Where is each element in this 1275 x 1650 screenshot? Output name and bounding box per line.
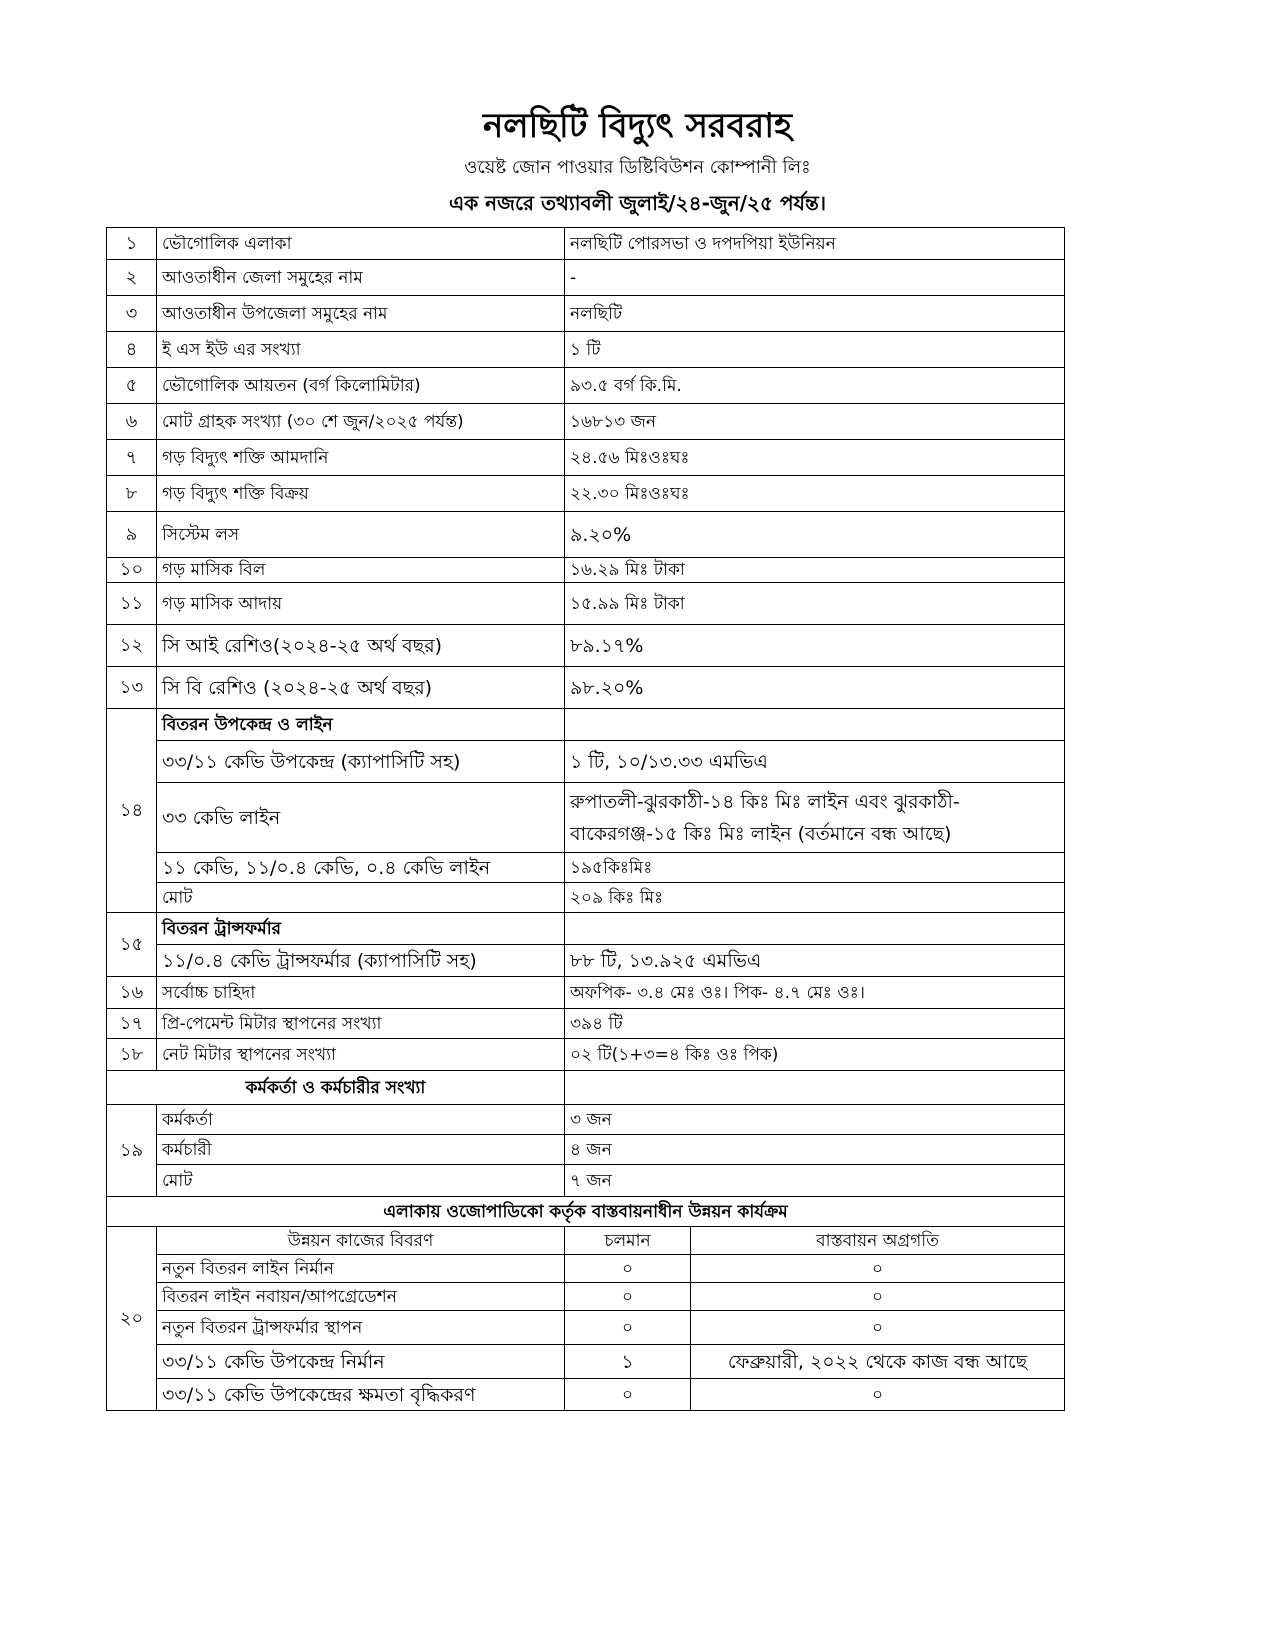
section-heading: কর্মকর্তা ও কর্মচারীর সংখ্যা <box>107 1071 565 1105</box>
table-row <box>107 1379 1065 1411</box>
info-table <box>106 227 1065 1411</box>
period-heading: এক নজরে তথ্যাবলী জুলাই/২৪-জুন/২৫ পর্যন্ত। <box>449 191 826 215</box>
empty-cell <box>565 1071 1065 1105</box>
work-ongoing: ০ <box>565 1283 691 1311</box>
company-name: ওয়েষ্ট জোন পাওয়ার ডিষ্টিবিউশন কোম্পানী লিঃ <box>464 157 811 178</box>
row-value: ১৬৮১৩ জন <box>565 404 1065 440</box>
table-row <box>107 945 1065 977</box>
work-description: নতুন বিতরন ট্রান্সফর্মার স্থাপন <box>157 1311 565 1345</box>
table-row <box>107 332 1065 368</box>
table-row <box>107 783 1065 853</box>
row-value: নলছিটি <box>565 296 1065 332</box>
row-number: ১ <box>107 228 157 260</box>
row-number: ৩ <box>107 296 157 332</box>
row-number: ৯ <box>107 512 157 558</box>
row-number: ১২ <box>107 625 157 667</box>
table-row <box>107 1009 1065 1039</box>
row-value: ৩ জন <box>565 1105 1065 1135</box>
row-label: ৩৩/১১ কেভি উপকেন্দ্র (ক্যাপাসিটি সহ) <box>157 741 565 783</box>
row-value: ০২ টি(১+৩=৪ কিঃ ওঃ পিক) <box>565 1039 1065 1071</box>
table-row <box>107 476 1065 512</box>
work-progress: ০ <box>691 1311 1065 1345</box>
row-label: সিস্টেম লস <box>157 512 565 558</box>
row-number: ১৬ <box>107 977 157 1009</box>
table-row <box>107 1227 1065 1255</box>
row-label: গড় মাসিক বিল <box>157 558 565 583</box>
row-label: প্রি-পেমেন্ট মিটার স্থাপনের সংখ্যা <box>157 1009 565 1039</box>
table-row <box>107 368 1065 404</box>
table-row <box>107 913 1065 945</box>
table-row <box>107 883 1065 913</box>
row-number: ৪ <box>107 332 157 368</box>
line-value-part: রুপাতলী-ঝুরকাঠী-১৪ কিঃ মিঃ লাইন এবং ঝুরকাঠী- <box>570 790 960 813</box>
row-label: সি বি রেশিও (২০২৪-২৫ অর্থ বছর) <box>157 667 565 709</box>
section-heading: বিতরন ট্রান্সফর্মার <box>157 913 565 945</box>
row-label: মোট গ্রাহক সংখ্যা (৩০ শে জুন/২০২৫ পর্যন্ত) <box>157 404 565 440</box>
table-row <box>107 404 1065 440</box>
row-number: ২ <box>107 260 157 296</box>
table-row <box>107 260 1065 296</box>
table-row <box>107 1255 1065 1283</box>
row-label: নেট মিটার স্থাপনের সংখ্যা <box>157 1039 565 1071</box>
section-heading: বিতরন উপকেন্দ্র ও লাইন <box>157 709 565 741</box>
work-ongoing: ০ <box>565 1379 691 1411</box>
table-row <box>107 1311 1065 1345</box>
work-description: নতুন বিতরন লাইন নির্মান <box>157 1255 565 1283</box>
row-label: গড় বিদ্যুৎ শক্তি বিক্রয় <box>157 476 565 512</box>
row-value: ৭ জন <box>565 1165 1065 1197</box>
row-number: ৮ <box>107 476 157 512</box>
row-value: ৯.২০% <box>565 512 1065 558</box>
row-value: ২৪.৫৬ মিঃওঃঘঃ <box>565 440 1065 476</box>
page-title: নলছিটি বিদ্যুৎ সরবরাহ <box>483 106 792 146</box>
work-progress: ০ <box>691 1379 1065 1411</box>
row-value: ১৬.২৯ মিঃ টাকা <box>565 558 1065 583</box>
row-number: ১৮ <box>107 1039 157 1071</box>
work-ongoing: ০ <box>565 1311 691 1345</box>
empty-cell <box>565 913 1065 945</box>
column-header-progress: বাস্তবায়ন অগ্রগতি <box>691 1227 1065 1255</box>
work-progress: ফেব্রুয়ারী, ২০২২ থেকে কাজ বন্ধ আছে <box>691 1345 1065 1379</box>
row-value: ৮৮ টি, ১৩.৯২৫ এমভিএ <box>565 945 1065 977</box>
row-label: সর্বোচ্চ চাহিদা <box>157 977 565 1009</box>
row-label: ৩৩ কেভি লাইন <box>157 783 565 853</box>
work-progress: ০ <box>691 1255 1065 1283</box>
empty-cell <box>565 709 1065 741</box>
row-value: ৯৮.২০% <box>565 667 1065 709</box>
work-description: ৩৩/১১ কেভি উপকেন্দ্র নির্মান <box>157 1345 565 1379</box>
row-value: ২০৯ কিঃ মিঃ <box>565 883 1065 913</box>
row-value <box>565 783 1065 853</box>
table-row <box>107 709 1065 741</box>
table-row <box>107 440 1065 476</box>
section-heading: এলাকায় ওজোপাডিকো কর্তৃক বাস্তবায়নাধীন উন্নয়ন কার্যক্রম <box>107 1197 1065 1227</box>
row-label: ভৌগোলিক এলাকা <box>157 228 565 260</box>
table-row <box>107 296 1065 332</box>
row-value: নলছিটি পোরসভা ও দপদপিয়া ইউনিয়ন <box>565 228 1065 260</box>
line-value-part: বাকেরগঞ্জ-১৫ কিঃ মিঃ লাইন (বর্তমানে বন্ধ আছে) <box>570 822 952 845</box>
row-label: সি আই রেশিও(২০২৪-২৫ অর্থ বছর) <box>157 625 565 667</box>
column-header-ongoing: চলমান <box>565 1227 691 1255</box>
row-label: ভৌগোলিক আয়তন (বর্গ কিলোমিটার) <box>157 368 565 404</box>
row-label: ই এস ইউ এর সংখ্যা <box>157 332 565 368</box>
work-ongoing: ১ <box>565 1345 691 1379</box>
row-value: ২২.৩০ মিঃওঃঘঃ <box>565 476 1065 512</box>
row-value: - <box>565 260 1065 296</box>
table-row <box>107 1283 1065 1311</box>
row-value: ১৯৫কিঃমিঃ <box>565 853 1065 883</box>
table-row <box>107 1039 1065 1071</box>
table-row <box>107 1345 1065 1379</box>
row-value: ৯৩.৫ বর্গ কি.মি. <box>565 368 1065 404</box>
row-label: আওতাধীন উপজেলা সমুহের নাম <box>157 296 565 332</box>
row-number: ১০ <box>107 558 157 583</box>
table-row <box>107 1071 1065 1105</box>
work-progress: ০ <box>691 1283 1065 1311</box>
table-row <box>107 977 1065 1009</box>
row-label: মোট <box>157 883 565 913</box>
work-ongoing: ০ <box>565 1255 691 1283</box>
table-row <box>107 228 1065 260</box>
row-label: কর্মচারী <box>157 1135 565 1165</box>
row-number: ৬ <box>107 404 157 440</box>
row-number: ২০ <box>107 1227 157 1411</box>
table-row <box>107 583 1065 625</box>
table-row <box>107 741 1065 783</box>
table-row <box>107 625 1065 667</box>
row-number: ৫ <box>107 368 157 404</box>
table-row <box>107 1135 1065 1165</box>
row-number: ১৭ <box>107 1009 157 1039</box>
row-number: ১৯ <box>107 1105 157 1197</box>
table-row <box>107 512 1065 558</box>
row-value: অফপিক- ৩.৪ মেঃ ওঃ। পিক- ৪.৭ মেঃ ওঃ। <box>565 977 1065 1009</box>
table-row <box>107 1197 1065 1227</box>
table-row <box>107 558 1065 583</box>
column-header-description: উন্নয়ন কাজের বিবরণ <box>157 1227 565 1255</box>
row-label: আওতাধীন জেলা সমুহের নাম <box>157 260 565 296</box>
row-label: কর্মকর্তা <box>157 1105 565 1135</box>
row-number: ১৪ <box>107 709 157 913</box>
row-number: ১১ <box>107 583 157 625</box>
row-label: ১১ কেভি, ১১/০.৪ কেভি, ০.৪ কেভি লাইন <box>157 853 565 883</box>
row-label: গড় বিদ্যুৎ শক্তি আমদানি <box>157 440 565 476</box>
work-description: ৩৩/১১ কেভি উপকেন্দ্রের ক্ষমতা বৃদ্ধিকরণ <box>157 1379 565 1411</box>
row-number: ১৩ <box>107 667 157 709</box>
row-value: ৮৯.১৭% <box>565 625 1065 667</box>
row-value: ৪ জন <box>565 1135 1065 1165</box>
table-row <box>107 667 1065 709</box>
row-label: ১১/০.৪ কেভি ট্রান্সফর্মার (ক্যাপাসিটি সহ) <box>157 945 565 977</box>
row-value: ১৫.৯৯ মিঃ টাকা <box>565 583 1065 625</box>
table-row <box>107 853 1065 883</box>
row-label: মোট <box>157 1165 565 1197</box>
row-value: ১ টি, ১০/১৩.৩৩ এমভিএ <box>565 741 1065 783</box>
work-description: বিতরন লাইন নবায়ন/আপগ্রেডেশন <box>157 1283 565 1311</box>
row-number: ৭ <box>107 440 157 476</box>
table-row <box>107 1165 1065 1197</box>
row-label: গড় মাসিক আদায় <box>157 583 565 625</box>
row-number: ১৫ <box>107 913 157 977</box>
row-value: ৩৯৪ টি <box>565 1009 1065 1039</box>
table-row <box>107 1105 1065 1135</box>
row-value: ১ টি <box>565 332 1065 368</box>
